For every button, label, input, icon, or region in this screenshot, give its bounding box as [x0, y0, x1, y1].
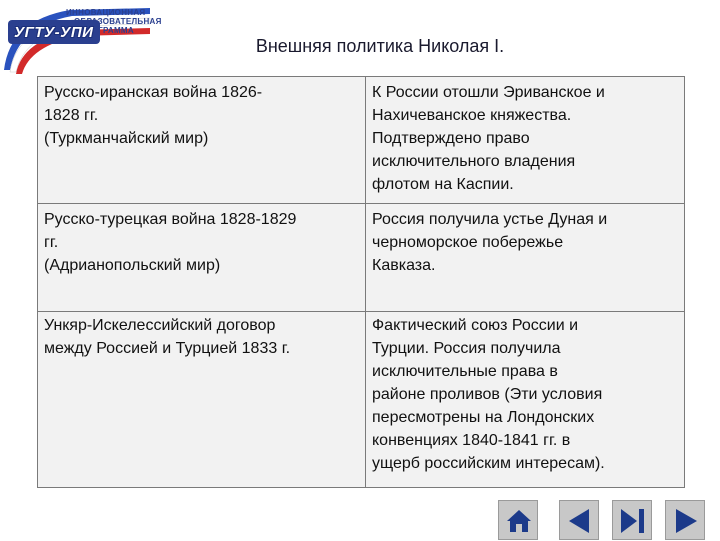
previous-slide-button[interactable] [559, 500, 599, 540]
result-cell [372, 314, 680, 475]
result-text-line: Подтверждено право [372, 130, 530, 147]
event-text-line: гг. [44, 234, 59, 251]
result-text-line: районе проливов (Эти условия [372, 386, 603, 403]
event-cell [44, 81, 362, 150]
triangle-right-icon [666, 501, 706, 541]
result-text-line: Фактический союз России и [372, 317, 579, 334]
result-text-line: исключительного владения [372, 153, 576, 170]
result-text-line: Кавказа. [372, 257, 436, 274]
event-cell [44, 208, 362, 277]
event-cell [44, 314, 362, 360]
result-text-line: К России отошли Эриванское и [372, 84, 605, 101]
logo-line-1: ИННОВАЦИОННАЯ [66, 8, 146, 17]
page-title: Внешняя политика Николая I. [255, 36, 505, 56]
logo-line-2: ОБРАЗОВАТЕЛЬНАЯ [74, 17, 162, 26]
result-text-line: Турции. Россия получила [372, 340, 561, 357]
foreign-policy-table [37, 76, 685, 488]
table-row [38, 204, 684, 311]
event-text-line: Русско-иранская война 1826- [44, 84, 263, 101]
table-row [38, 312, 684, 487]
result-text-line: пересмотрены на Лондонских [372, 409, 595, 426]
result-text-line: флотом на Каспии. [372, 176, 514, 193]
result-text-line: черноморское побережье [372, 234, 564, 251]
home-icon [499, 501, 539, 541]
triangle-left-icon [560, 501, 600, 541]
home-button[interactable] [498, 500, 538, 540]
result-text-line: Нахичеванское княжества. [372, 107, 572, 124]
result-text-line: исключительные права в [372, 363, 558, 380]
result-text-line: Россия получила устье Дуная и [372, 211, 608, 228]
skip-end-icon [613, 501, 653, 541]
event-text-line: между Россией и Турцией 1833 г. [44, 340, 291, 357]
logo-line-3: ПРОГРАММА [80, 26, 134, 35]
event-text-line: (Туркманчайский мир) [44, 130, 209, 147]
result-cell [372, 81, 680, 196]
event-text-line: 1828 гг. [44, 107, 99, 124]
result-cell [372, 208, 680, 277]
event-text-line: Русско-турецкая война 1828-1829 [44, 211, 297, 228]
last-slide-button[interactable] [612, 500, 652, 540]
result-text-line: конвенциях 1840-1841 гг. в [372, 432, 571, 449]
event-text-line: (Адрианопольский мир) [44, 257, 221, 274]
next-slide-button[interactable] [665, 500, 705, 540]
logo-main-text: УГТУ-УПИ [14, 24, 94, 41]
table-row [38, 77, 684, 203]
result-text-line: ущерб российским интересам). [372, 455, 605, 472]
event-text-line: Ункяр-Искелессийский договор [44, 317, 276, 334]
